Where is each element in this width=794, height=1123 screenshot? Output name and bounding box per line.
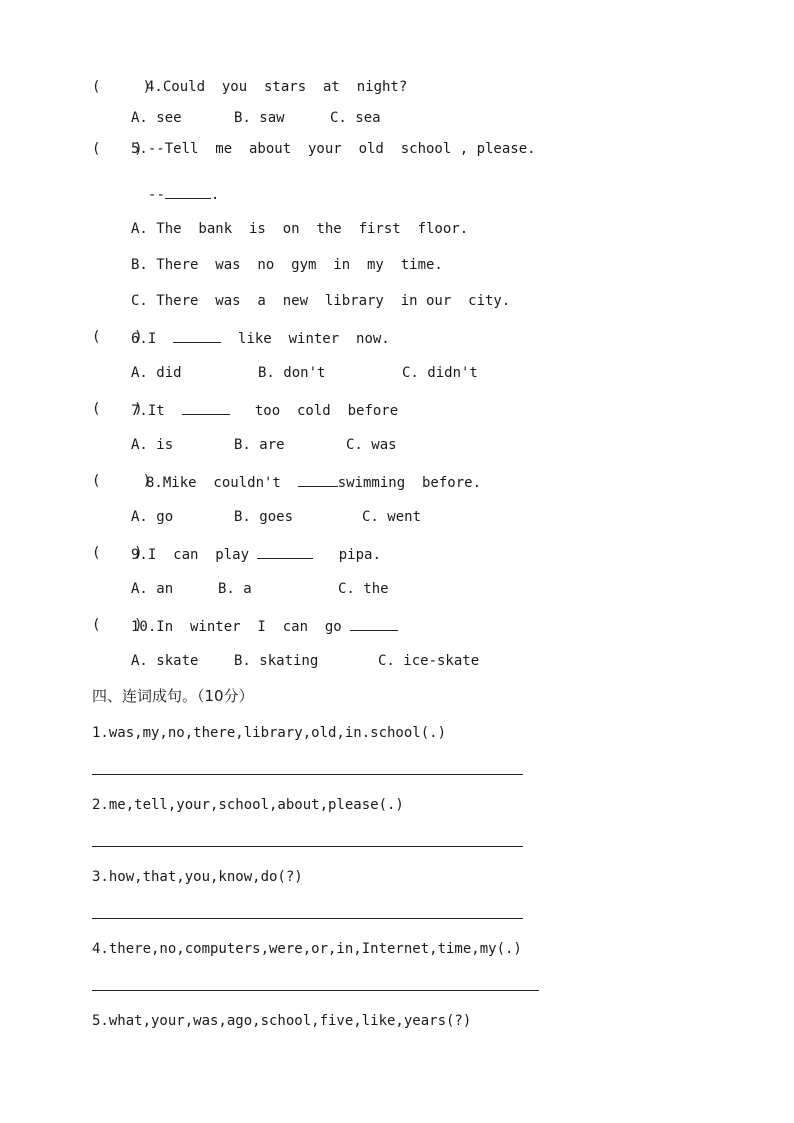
q5-reply-prefix: -- <box>148 187 165 203</box>
q9-option-c: C. the <box>338 581 389 597</box>
q5-reply-suffix: . <box>210 187 220 203</box>
q6-option-b: B. don't <box>258 365 326 381</box>
q8-option-b: B. goes <box>234 509 294 525</box>
q9-option-b: B. a <box>218 581 252 597</box>
reorder-item-3: 3.how,that,you,know,do(?) <box>92 869 303 885</box>
reorder-item-5: 5.what,your,was,ago,school,five,like,years(?) <box>92 1013 472 1029</box>
answer-paren-q7[interactable]: ( ) <box>92 401 143 417</box>
q10-option-c: C. ice-skate <box>378 653 480 669</box>
answer-paren-q4[interactable]: ( ) <box>92 79 152 95</box>
q6-option-a: A. did <box>131 365 182 381</box>
q7-option-c: C. was <box>346 437 397 453</box>
section-4-heading: 四、连词成句。（10分） <box>92 687 254 705</box>
reorder-item-2: 2.me,tell,your,school,about,please(.) <box>92 797 404 813</box>
question-6-stem <box>131 328 390 348</box>
q5-option-a: A. The bank is on the first floor. <box>131 221 469 237</box>
q9-stem-start: 9.I can play <box>131 547 258 563</box>
question-10-stem <box>131 616 398 636</box>
answer-line-1[interactable] <box>92 774 523 775</box>
q4-option-c: C. sea <box>330 110 381 126</box>
q7-stem-end: too cold before <box>229 403 399 419</box>
reorder-item-4: 4.there,no,computers,were,or,in,Internet,time,my(.) <box>92 941 522 957</box>
q10-stem-start: 10.In winter I can go <box>131 619 351 635</box>
question-4-stem: 4.Could you stars at night? <box>146 79 408 95</box>
q8-option-c: C. went <box>362 509 422 525</box>
answer-paren-q9[interactable]: ( ) <box>92 545 143 561</box>
answer-line-4[interactable] <box>92 990 539 991</box>
q6-stem-end: like winter now. <box>221 331 390 347</box>
question-9-stem <box>131 544 381 564</box>
q10-blank[interactable] <box>350 616 398 631</box>
q5-option-b: B. There was no gym in my time. <box>131 257 443 273</box>
question-5-stem: 5.--Tell me about your old school , please. <box>131 141 536 157</box>
q10-option-a: A. skate <box>131 653 199 669</box>
q5-reply-blank[interactable] <box>165 184 211 199</box>
answer-paren-q10[interactable]: ( ) <box>92 617 143 633</box>
q8-stem-end: swimming before. <box>337 475 482 491</box>
answer-paren-q6[interactable]: ( ) <box>92 329 143 345</box>
q6-stem-start: 6.I <box>131 331 174 347</box>
q8-blank[interactable] <box>298 472 338 487</box>
q7-blank[interactable] <box>182 400 230 415</box>
q5-option-c: C. There was a new library in our city. <box>131 293 511 309</box>
q9-option-a: A. an <box>131 581 174 597</box>
reorder-item-1: 1.was,my,no,there,library,old,in.school(.) <box>92 725 447 741</box>
q4-option-b: B. saw <box>234 110 285 126</box>
q7-option-a: A. is <box>131 437 174 453</box>
q7-option-b: B. are <box>234 437 285 453</box>
q4-option-a: A. see <box>131 110 182 126</box>
q5-reply-line <box>148 184 219 204</box>
q9-blank[interactable] <box>257 544 313 559</box>
answer-paren-q5[interactable]: ( ) <box>92 141 143 157</box>
q6-option-c: C. didn't <box>402 365 478 381</box>
q8-option-a: A. go <box>131 509 174 525</box>
q6-blank[interactable] <box>173 328 221 343</box>
q10-option-b: B. skating <box>234 653 319 669</box>
answer-line-2[interactable] <box>92 846 523 847</box>
question-8-stem <box>146 472 481 492</box>
question-7-stem <box>131 400 398 420</box>
q8-stem-start: 8.Mike couldn't <box>146 475 298 491</box>
answer-paren-q8[interactable]: ( ) <box>92 473 152 489</box>
q7-stem-start: 7.It <box>131 403 182 419</box>
answer-line-3[interactable] <box>92 918 523 919</box>
q9-stem-end: pipa. <box>313 547 381 563</box>
